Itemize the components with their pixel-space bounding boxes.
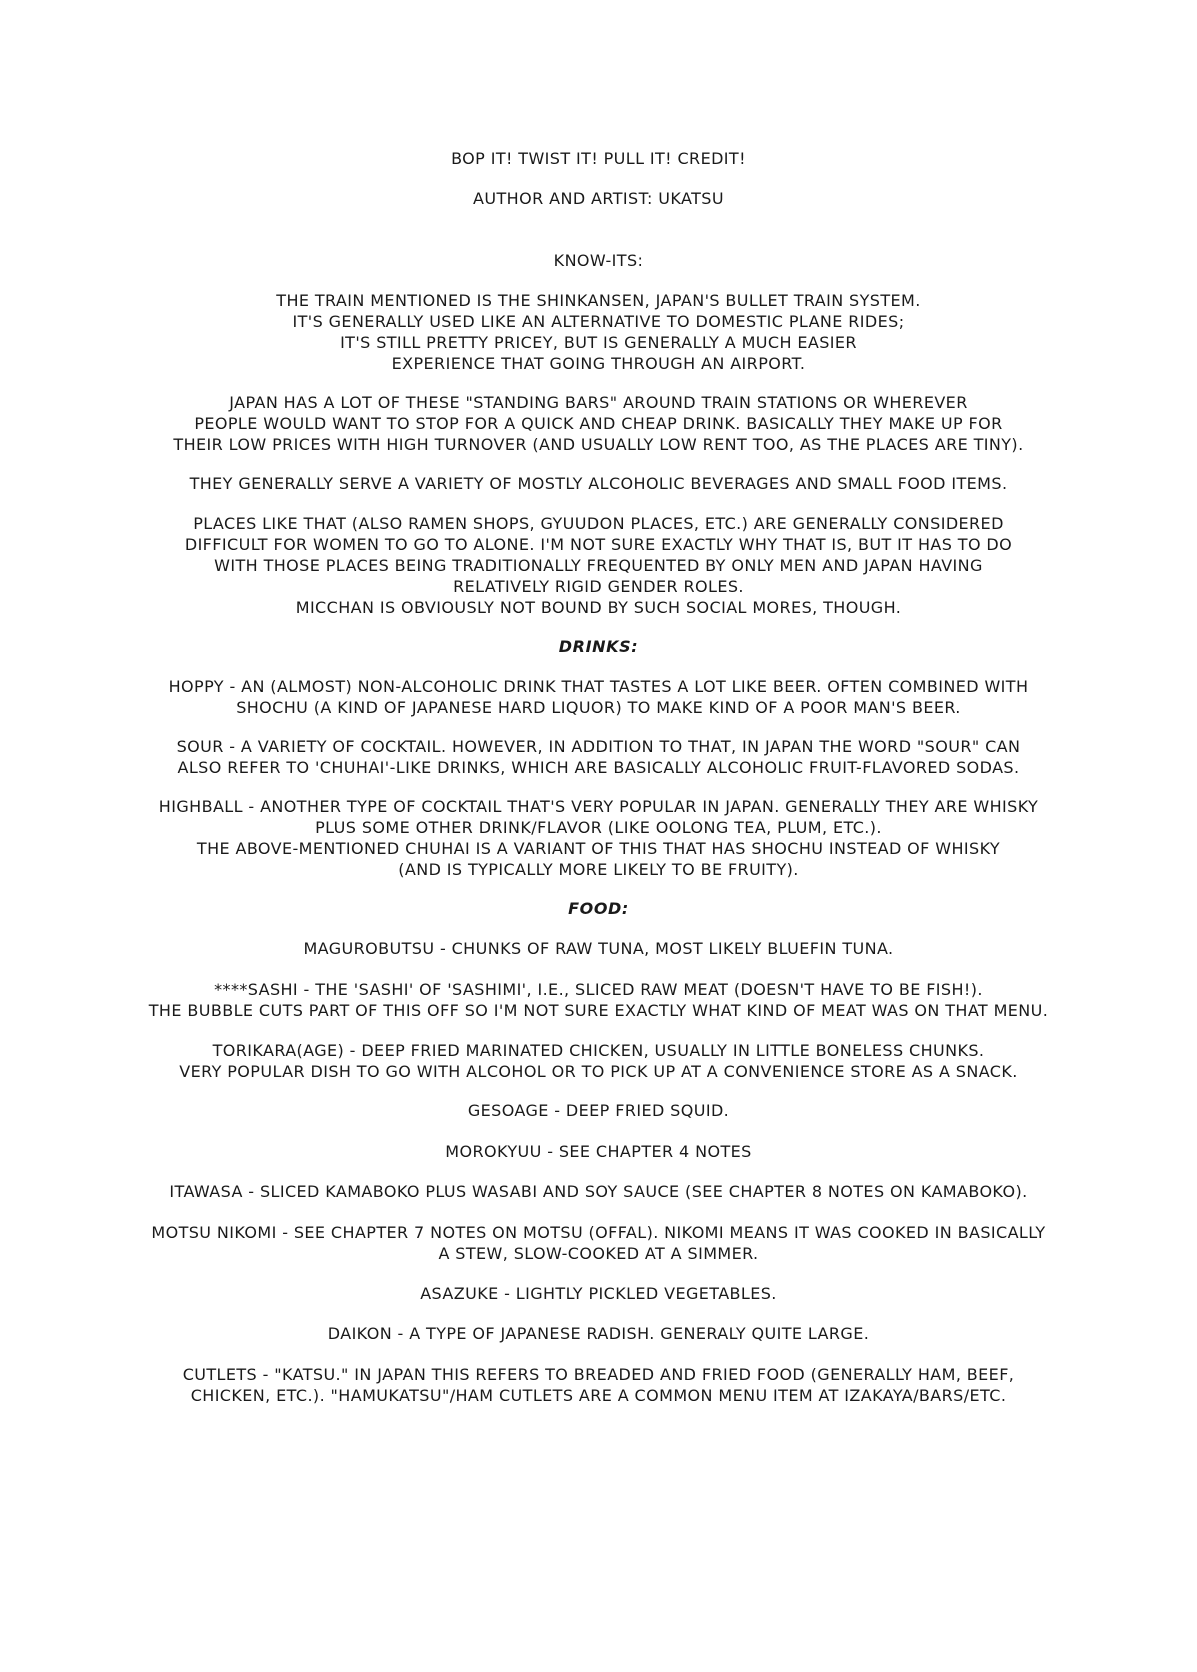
food-item-asazuke: ASAZUKE - LIGHTLY PICKLED VEGETABLES.	[420, 1284, 777, 1303]
know-its-heading: KNOW-ITS:	[553, 251, 644, 270]
know-its-paragraph-beverages: THEY GENERALLY SERVE A VARIETY OF MOSTLY ALCOHOLIC BEVERAGES AND SMALL FOOD ITEMS.	[189, 474, 1008, 493]
food-item-gesoage: GESOAGE - DEEP FRIED SQUID.	[467, 1101, 730, 1120]
drinks-item-highball: HIGHBALL - ANOTHER TYPE OF COCKTAIL THAT'S VERY POPULAR IN JAPAN. GENERALLY THEY ARE WHISKY PLUS SOME OTHER DRINK/FLAVOR (LIKE OOLONG TEA, PLUM, ETC.). THE ABOVE-MENTIONED CHUHAI IS A VARIANT OF THIS THAT HAS SHOCHU INSTEAD OF WHISKY (AND IS TYPICALLY MORE LIKELY TO BE FRUITY).	[158, 797, 1039, 879]
know-its-paragraph-gender-roles: PLACES LIKE THAT (ALSO RAMEN SHOPS, GYUUDON PLACES, ETC.) ARE GENERALLY CONSIDERED DIFFICULT FOR WOMEN TO GO TO ALONE. I'M NOT SURE EXACTLY WHY THAT IS, BUT IT HAS TO DO WITH THOSE PLACES BEING TRADITIONALLY FREQUENTED BY ONLY MEN AND JAPAN HAVING RELATIVELY RIGID GENDER ROLES. MICCHAN IS OBVIOUSLY NOT BOUND BY SUCH SOCIAL MORES, THOUGH.	[184, 514, 1013, 617]
drinks-heading: DRINKS:	[558, 637, 639, 656]
food-item-torikara: TORIKARA(AGE) - DEEP FRIED MARINATED CHICKEN, USUALLY IN LITTLE BONELESS CHUNKS. VERY POPULAR DISH TO GO WITH ALCOHOL OR TO PICK UP AT A CONVENIENCE STORE AS A SNACK.	[179, 1041, 1018, 1081]
food-item-itawasa: ITAWASA - SLICED KAMABOKO PLUS WASABI AND SOY SAUCE (SEE CHAPTER 8 NOTES ON KAMABOKO).	[169, 1182, 1028, 1201]
food-heading: FOOD:	[568, 899, 629, 918]
drinks-item-hoppy: HOPPY - AN (ALMOST) NON-ALCOHOLIC DRINK THAT TASTES A LOT LIKE BEER. OFTEN COMBINED WITH SHOCHU (A KIND OF JAPANESE HARD LIQUOR) TO MAKE KIND OF A POOR MAN'S BEER.	[168, 677, 1029, 717]
food-item-cutlets: CUTLETS - "KATSU." IN JAPAN THIS REFERS TO BREADED AND FRIED FOOD (GENERALLY HAM, BEEF, CHICKEN, ETC.). "HAMUKATSU"/HAM CUTLETS ARE A COMMON MENU ITEM AT IZAKAYA/BARS/ETC.	[182, 1365, 1015, 1405]
know-its-paragraph-shinkansen: THE TRAIN MENTIONED IS THE SHINKANSEN, JAPAN'S BULLET TRAIN SYSTEM. IT'S GENERALLY USED LIKE AN ALTERNATIVE TO DOMESTIC PLANE RIDES; IT'S STILL PRETTY PRICEY, BUT IS GENERALLY A MUCH EASIER EXPERIENCE THAT GOING THROUGH AN AIRPORT.	[276, 291, 921, 373]
food-item-motsu-nikomi: MOTSU NIKOMI - SEE CHAPTER 7 NOTES ON MOTSU (OFFAL). NIKOMI MEANS IT WAS COOKED IN BASICALLY A STEW, SLOW-COOKED AT A SIMMER.	[151, 1223, 1046, 1263]
credits-author: AUTHOR AND ARTIST: UKATSU	[473, 189, 724, 208]
food-item-magurobutsu: MAGUROBUTSU - CHUNKS OF RAW TUNA, MOST LIKELY BLUEFIN TUNA.	[303, 939, 894, 958]
food-item-sashi: ****SASHI - THE 'SASHI' OF 'SASHIMI', I.E., SLICED RAW MEAT (DOESN'T HAVE TO BE FISH!). THE BUBBLE CUTS PART OF THIS OFF SO I'M NOT SURE EXACTLY WHAT KIND OF MEAT WAS ON THAT MENU.	[148, 980, 1049, 1020]
know-its-paragraph-standing-bars: JAPAN HAS A LOT OF THESE "STANDING BARS" AROUND TRAIN STATIONS OR WHEREVER PEOPLE WOULD WANT TO STOP FOR A QUICK AND CHEAP DRINK. BASICALLY THEY MAKE UP FOR THEIR LOW PRICES WITH HIGH TURNOVER (AND USUALLY LOW RENT TOO, AS THE PLACES ARE TINY).	[173, 393, 1024, 454]
food-item-daikon: DAIKON - A TYPE OF JAPANESE RADISH. GENERALY QUITE LARGE.	[327, 1324, 870, 1343]
drinks-item-sour: SOUR - A VARIETY OF COCKTAIL. HOWEVER, IN ADDITION TO THAT, IN JAPAN THE WORD "SOUR" CAN ALSO REFER TO 'CHUHAI'-LIKE DRINKS, WHICH ARE BASICALLY ALCOHOLIC FRUIT-FLAVORED SODAS.	[176, 737, 1021, 777]
food-item-morokyuu: MOROKYUU - SEE CHAPTER 4 NOTES	[445, 1142, 752, 1161]
credits-title: BOP IT! TWIST IT! PULL IT! CREDIT!	[451, 149, 746, 168]
